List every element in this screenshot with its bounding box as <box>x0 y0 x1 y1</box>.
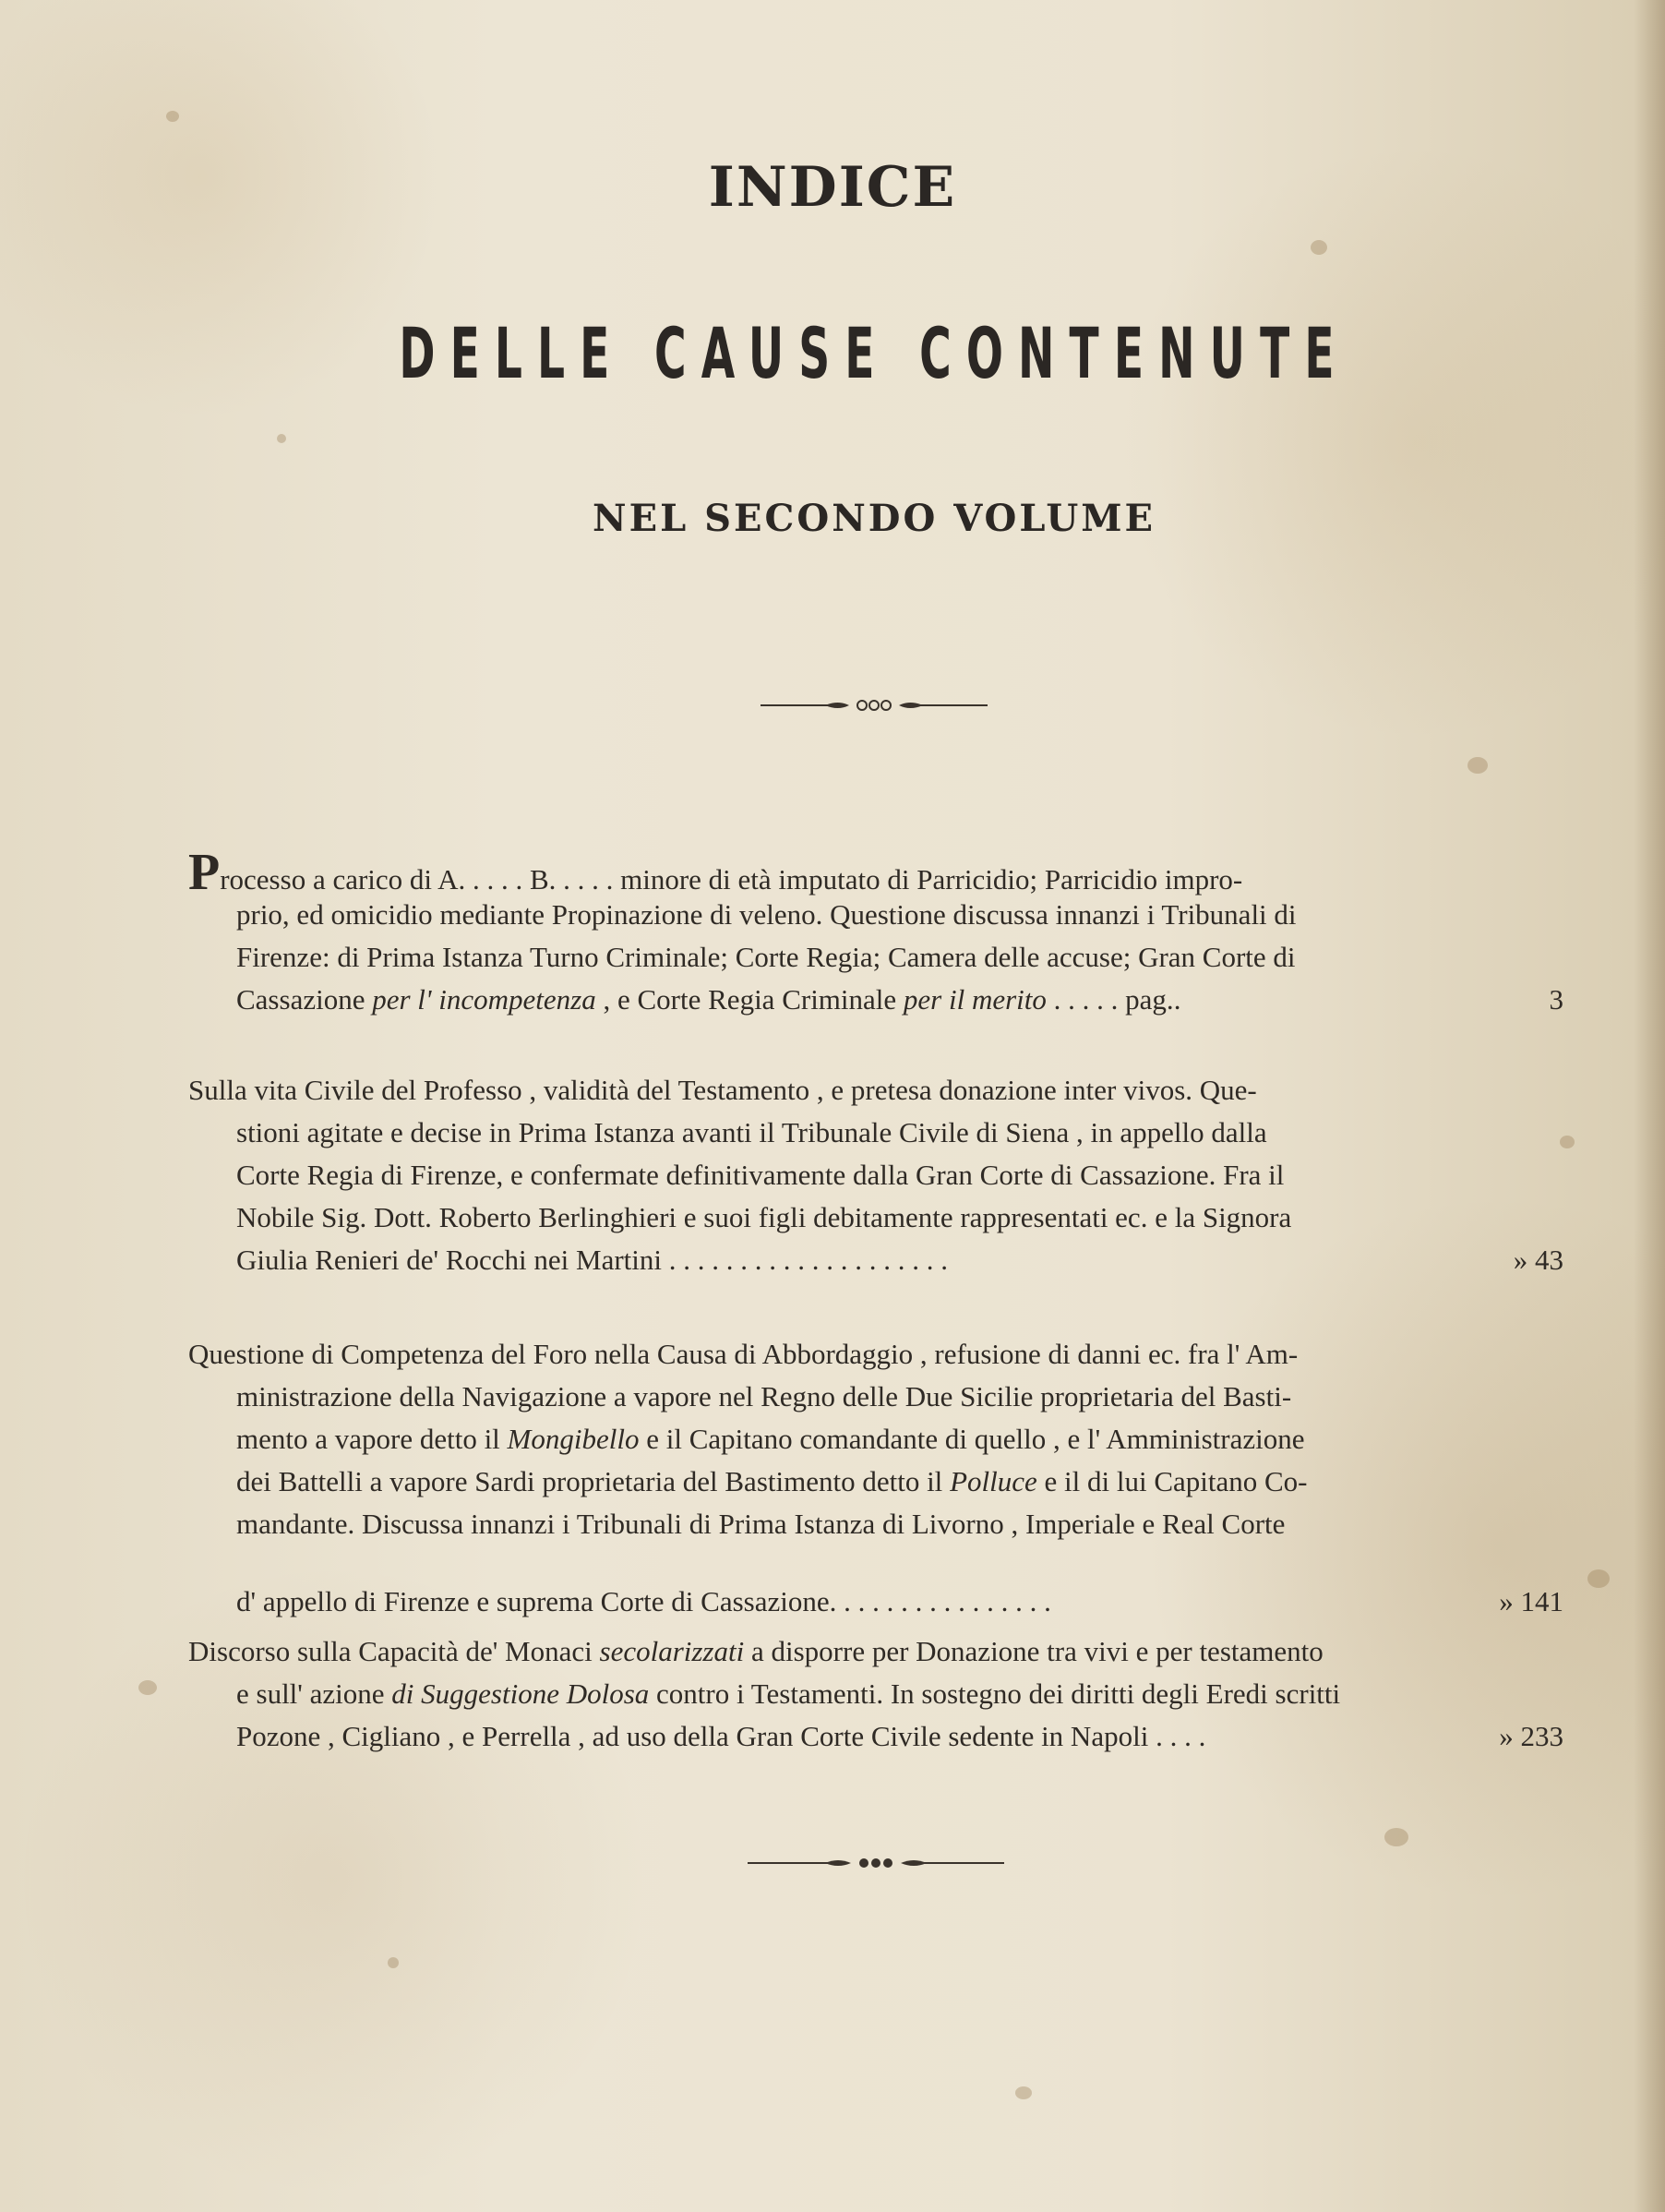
volume-heading: NEL SECONDO VOLUME <box>593 497 1156 540</box>
entry-text: Giulia Renieri de' Rocchi nei Martini <box>236 1244 662 1276</box>
index-entry <box>188 1333 1563 1623</box>
entry-line <box>188 844 1563 901</box>
entry-text: e il Capitano comandante di quello , e l' Amministrazione <box>639 1423 1305 1455</box>
entry-text: a disporre per Donazione tra vivi e per testamento <box>744 1635 1324 1667</box>
entry-line: Corte Regia di Firenze, e confermate definitivamente dalla Gran Corte di Cassazione. Fra il <box>236 1159 1285 1191</box>
entry-text: , e Corte Regia Criminale <box>595 983 904 1016</box>
page-label: pag. <box>1125 983 1174 1016</box>
paper-speck <box>277 434 286 443</box>
entry-line: Questione di Competenza del Foro nella Causa di Abbordaggio , refusione di danni ec. fra l' Am- <box>188 1338 1299 1370</box>
entry-italic-text: secolarizzati <box>599 1635 745 1667</box>
entry-text: d' appello di Firenze e suprema Corte di Cassazione. <box>236 1585 837 1617</box>
entry-italic-text: per il merito <box>903 983 1047 1016</box>
paper-speck <box>138 1680 157 1695</box>
paper-speck <box>388 1957 399 1968</box>
entry-text: Pozone , Cigliano , e Perrella , ad uso della Gran Corte Civile sedente in Napoli <box>236 1720 1149 1752</box>
top-ornament-rule <box>761 694 988 716</box>
paper-speck <box>1015 2086 1032 2099</box>
entry-line <box>188 1239 1563 1281</box>
page-number-group <box>1499 1715 1563 1758</box>
entry-text: contro i Testamenti. In sostegno dei diritti degli Eredi scritti <box>649 1677 1341 1710</box>
index-entry <box>188 844 1563 1021</box>
dot-leader: . . . . . <box>1046 983 1126 1016</box>
entry-text: Cassazione <box>236 983 373 1016</box>
page-number-group <box>1514 1239 1563 1281</box>
page-edge-shadow <box>1634 0 1665 2212</box>
index-title: INDICE <box>708 155 957 220</box>
index-subtitle: DELLE CAUSE CONTENUTE <box>399 312 1349 394</box>
ditto-marker: » <box>1499 1720 1514 1752</box>
paper-speck <box>1384 1828 1408 1846</box>
entry-text: dei Battelli a vapore Sardi proprietaria del Bastimento detto il <box>236 1465 951 1497</box>
entry-italic-text: Polluce <box>950 1465 1037 1497</box>
ditto-marker: » <box>1499 1585 1514 1617</box>
entry-line <box>188 1715 1563 1758</box>
index-entry <box>188 1069 1563 1281</box>
entry-text: Discorso sulla Capacità de' Monaci <box>188 1635 600 1667</box>
entry-line: Sulla vita Civile del Professo , validità del Testamento , e pretesa donazione inter vivos. Que- <box>188 1074 1257 1106</box>
page-number-group <box>1499 1581 1563 1623</box>
entry-line: ministrazione della Navigazione a vapore nel Regno delle Due Sicilie proprietaria del Basti- <box>236 1380 1292 1413</box>
drop-initial: P <box>188 844 221 901</box>
entry-line: Nobile Sig. Dott. Roberto Berlinghieri e suoi figli debitamente rappresentati ec. e la Signora <box>236 1201 1292 1233</box>
entry-italic-text: per l' incompetenza <box>372 983 596 1016</box>
dot-leader: . . . . . . . . . . . . . . . <box>836 1585 1051 1617</box>
entry-text: mento a vapore detto il <box>236 1423 508 1455</box>
entry-line <box>188 1418 1563 1461</box>
entry-line: Firenze: di Prima Istanza Turno Criminale; Corte Regia; Camera delle accuse; Gran Corte di <box>236 941 1296 973</box>
entry-line: prio, ed omicidio mediante Propinazione di veleno. Questione discussa innanzi i Tribunali di <box>236 898 1297 931</box>
entry-text: rocesso a carico di A. . . . . B. . . . . minore di età imputato di Parricidio; Parricidio impro- <box>220 863 1243 896</box>
index-entry <box>188 1630 1563 1758</box>
entry-line <box>188 1581 1563 1623</box>
entry-text: e sull' azione <box>236 1677 392 1710</box>
dot-leader: . . . . . . . . . . . . . . . . . . . . <box>662 1244 948 1276</box>
page-number: 233 <box>1520 1720 1563 1752</box>
entry-line <box>188 979 1563 1021</box>
entry-line: mandante. Discussa innanzi i Tribunali di Prima Istanza di Livorno , Imperiale e Real Corte <box>236 1508 1286 1540</box>
entry-line: stioni agitate e decise in Prima Istanza avanti il Tribunale Civile di Siena , in appello dalla <box>236 1116 1267 1148</box>
entry-italic-text: di Suggestione Dolosa <box>391 1677 650 1710</box>
paper-speck <box>166 111 179 122</box>
paper-speck <box>1467 757 1488 774</box>
bottom-ornament-rule <box>748 1852 1004 1874</box>
paper-speck <box>1311 240 1327 255</box>
ditto-marker: » <box>1513 1244 1528 1276</box>
entry-line <box>188 1673 1563 1715</box>
page-number: 43 <box>1535 1244 1563 1276</box>
dot-leader: . . . . <box>1148 1720 1206 1752</box>
entry-italic-text: Mongibello <box>507 1423 640 1455</box>
entry-line <box>188 1630 1563 1673</box>
page-number: 3 <box>1549 983 1563 1016</box>
page-label-dot: . <box>1173 983 1181 1016</box>
paper-speck <box>1587 1569 1610 1588</box>
entry-line <box>188 1461 1563 1503</box>
page-number: 141 <box>1520 1585 1563 1617</box>
entry-text: e il di lui Capitano Co- <box>1036 1465 1308 1497</box>
